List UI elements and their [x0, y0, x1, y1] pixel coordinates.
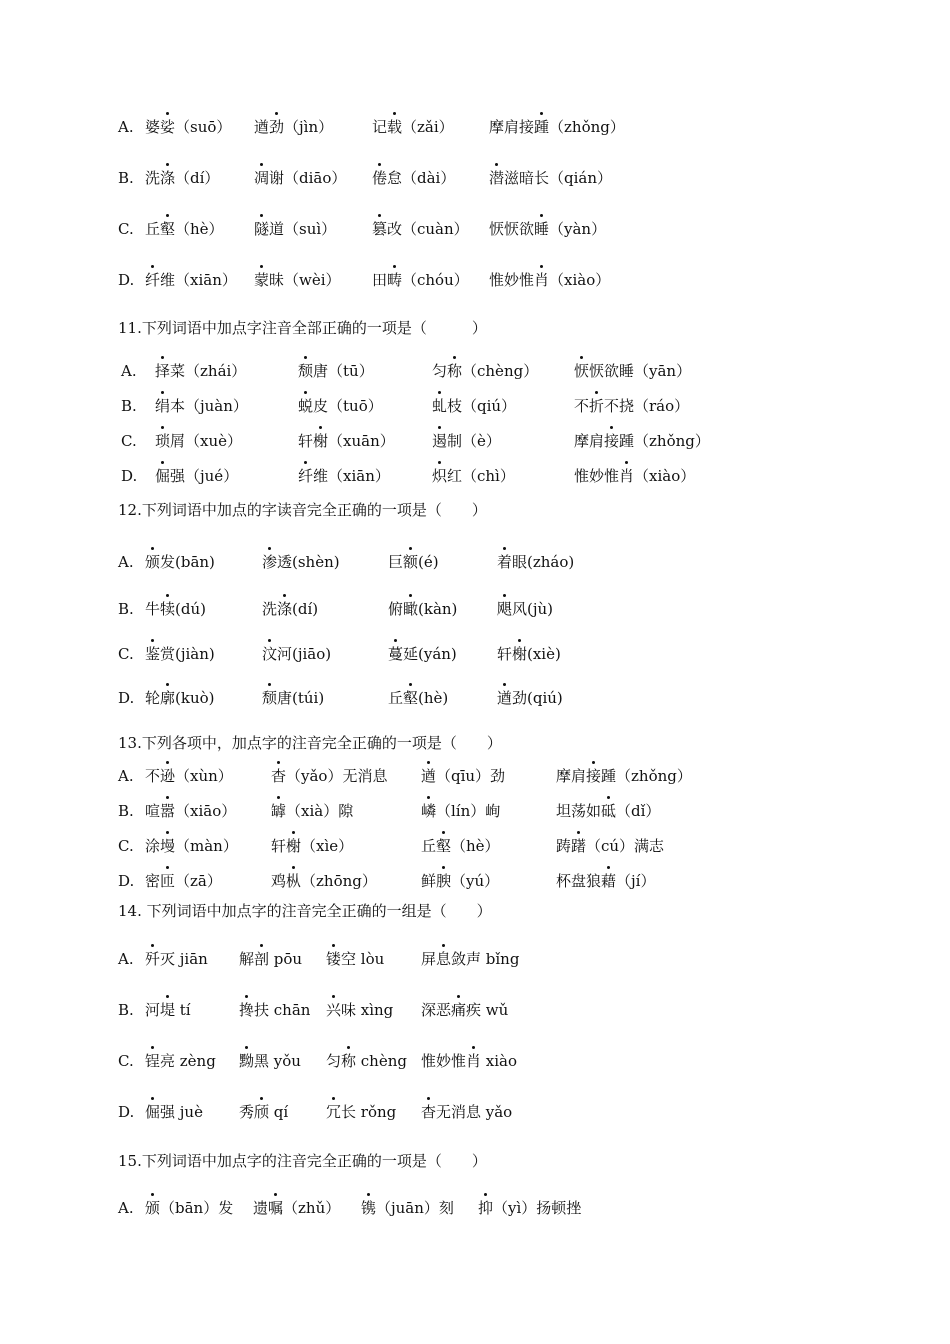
emphasis-dot [438, 391, 441, 394]
emphasis-dot [442, 866, 445, 869]
option-item: 丘壑(hè) [388, 689, 449, 707]
emphasis-dot [151, 1046, 154, 1049]
emphasis-dot [151, 944, 154, 947]
option-item: 密匝（zā） [145, 872, 222, 890]
option-item: 深恶痛疾 wǔ [421, 1001, 509, 1019]
option-item: 炽红（chì） [432, 467, 515, 485]
option-label: B. [118, 169, 134, 187]
emphasis-dot [245, 995, 248, 998]
option-item: 轩榭（xuān） [298, 432, 395, 450]
option-item: 黝黑 yǒu [239, 1052, 301, 1070]
emphasis-dot [260, 163, 263, 166]
question-title: 14. 下列词语中加点字的注音完全正确的一组是（ ） [118, 902, 492, 920]
option-item: 着眼(zháo) [497, 553, 575, 571]
emphasis-dot [607, 796, 610, 799]
option-item: 恹恹欲睡（yān） [574, 362, 692, 380]
emphasis-dot [260, 1097, 263, 1100]
emphasis-dot [151, 639, 154, 642]
emphasis-dot [268, 639, 271, 642]
option-item: 涂墁（màn） [145, 837, 238, 855]
option-item: 蒙昧（wèi） [254, 271, 341, 289]
option-item: 琐屑（xuè） [155, 432, 242, 450]
emphasis-dot [503, 594, 506, 597]
option-item: 潜滋暗长（qián） [489, 169, 613, 187]
emphasis-dot [166, 866, 169, 869]
emphasis-dot [161, 356, 164, 359]
option-item: 轩榭（xìe） [271, 837, 354, 855]
option-item: 鸡枞（zhōng） [271, 872, 377, 890]
option-item: 记载（zǎi） [372, 118, 454, 136]
emphasis-dot [495, 163, 498, 166]
option-label: C. [118, 645, 134, 663]
option-item: 洗涤(dí) [262, 600, 319, 618]
option-label: A. [118, 553, 134, 571]
option-item: 屏息敛声 bǐng [421, 950, 520, 968]
emphasis-dot [540, 112, 543, 115]
option-item: 倔强（jué） [155, 467, 239, 485]
emphasis-dot [453, 356, 456, 359]
option-item: 嶙（lín）峋 [421, 802, 501, 820]
emphasis-dot [277, 761, 280, 764]
emphasis-dot [161, 461, 164, 464]
option-label: D. [118, 1103, 135, 1121]
emphasis-dot [292, 831, 295, 834]
emphasis-dot [409, 547, 412, 550]
emphasis-dot [304, 461, 307, 464]
option-item: 鲜腴（yú） [421, 872, 500, 890]
option-item: 搀扶 chān [239, 1001, 311, 1019]
option-label: C. [121, 432, 137, 450]
emphasis-dot [161, 391, 164, 394]
emphasis-dot [367, 1193, 370, 1196]
option-item: 遗嘱（zhǔ） [253, 1199, 341, 1217]
option-item: 倦怠（dài） [372, 169, 456, 187]
emphasis-dot [580, 356, 583, 359]
emphasis-dot [409, 594, 412, 597]
emphasis-dot [393, 265, 396, 268]
emphasis-dot [595, 391, 598, 394]
emphasis-dot [457, 995, 460, 998]
option-item: 颓唐（tū） [298, 362, 374, 380]
option-item: 颁（bān）发 [145, 1199, 234, 1217]
emphasis-dot [347, 1046, 350, 1049]
option-item: 绢本（juàn） [155, 397, 248, 415]
emphasis-dot [151, 265, 154, 268]
option-label: A. [118, 767, 134, 785]
option-item: 择菜（zhái） [155, 362, 247, 380]
option-label: A. [118, 118, 134, 136]
option-item: 杳（yǎo）无消息 [271, 767, 388, 785]
option-item: 兴味 xìng [326, 1001, 394, 1019]
emphasis-dot [592, 761, 595, 764]
emphasis-dot [484, 1193, 487, 1196]
option-item: 摩肩接踵（zhǒng） [556, 767, 692, 785]
emphasis-dot [166, 831, 169, 834]
emphasis-dot [540, 214, 543, 217]
emphasis-dot [166, 112, 169, 115]
emphasis-dot [260, 944, 263, 947]
option-item: 歼灭 jiān [145, 950, 208, 968]
emphasis-dot [151, 1193, 154, 1196]
emphasis-dot [438, 461, 441, 464]
option-item: 婆娑（suō） [145, 118, 232, 136]
emphasis-dot [394, 639, 397, 642]
emphasis-dot [319, 426, 322, 429]
option-item: 颁发(bān) [145, 553, 215, 571]
option-item: 镂空 lòu [326, 950, 385, 968]
question-title: 15.下列词语中加点字的注音完全正确的一项是（ ） [118, 1152, 487, 1170]
option-item: 田畴（chóu） [372, 271, 469, 289]
emphasis-dot [625, 461, 628, 464]
option-item: 巨额(é) [388, 553, 439, 571]
option-label: C. [118, 1052, 134, 1070]
option-item: 锃亮 zèng [145, 1052, 216, 1070]
option-item: 踌躇（cú）满志 [556, 837, 665, 855]
option-label: A. [118, 1199, 134, 1217]
option-item: 丘壑（hè） [421, 837, 500, 855]
question-title: 11.下列词语中加点字注音全部正确的一项是（ ） [118, 319, 487, 337]
option-label: D. [118, 689, 135, 707]
option-item: 飓风(jù) [497, 600, 554, 618]
option-item: 丘壑（hè） [145, 220, 224, 238]
emphasis-dot [577, 831, 580, 834]
option-item: 倔强 juè [145, 1103, 203, 1121]
emphasis-dot [166, 796, 169, 799]
option-label: C. [118, 220, 134, 238]
option-label: D. [118, 271, 135, 289]
option-item: 遏制（è） [432, 432, 501, 450]
option-item: 恹恹欲睡（yàn） [489, 220, 607, 238]
emphasis-dot [166, 995, 169, 998]
emphasis-dot [275, 112, 278, 115]
emphasis-dot [427, 761, 430, 764]
emphasis-dot [427, 1097, 430, 1100]
emphasis-dot [166, 163, 169, 166]
option-label: D. [118, 872, 135, 890]
option-label: C. [118, 837, 134, 855]
option-item: 纤维（xiān） [298, 467, 390, 485]
emphasis-dot [166, 683, 169, 686]
emphasis-dot [151, 547, 154, 550]
emphasis-dot [442, 831, 445, 834]
emphasis-dot [151, 1097, 154, 1100]
emphasis-dot [260, 214, 263, 217]
option-item: 抑（yì）扬顿挫 [478, 1199, 582, 1217]
emphasis-dot [161, 426, 164, 429]
option-item: 蔓延(yán) [388, 645, 457, 663]
option-item: 匀称（chèng） [432, 362, 539, 380]
emphasis-dot [245, 1046, 248, 1049]
emphasis-dot [518, 639, 521, 642]
option-item: 冗长 rǒng [326, 1103, 397, 1121]
option-item: 俯瞰(kàn) [388, 600, 458, 618]
emphasis-dot [292, 866, 295, 869]
option-item: 遒劲（jìn） [254, 118, 334, 136]
option-item: 惟妙惟肖（xiào） [574, 467, 696, 485]
option-item: 颓唐(túi) [262, 689, 325, 707]
emphasis-dot [610, 426, 613, 429]
option-item: 不逊（xùn） [145, 767, 233, 785]
option-item: 杳无消息 yǎo [421, 1103, 513, 1121]
option-label: D. [121, 467, 138, 485]
emphasis-dot [378, 214, 381, 217]
option-item: 牛犊(dú) [145, 600, 206, 618]
option-item: 摩肩接踵（zhǒng） [489, 118, 625, 136]
question-title: 12.下列词语中加点的字读音完全正确的一项是（ ） [118, 501, 487, 519]
emphasis-dot [540, 265, 543, 268]
option-item: 匀称 chèng [326, 1052, 407, 1070]
option-item: 遒劲(qiú) [497, 689, 563, 707]
option-item: 汶河(jiāo) [262, 645, 332, 663]
option-item: 摩肩接踵（zhǒng） [574, 432, 710, 450]
option-label: B. [121, 397, 137, 415]
option-item: 镌（juān）刻 [361, 1199, 454, 1217]
option-label: A. [118, 950, 134, 968]
option-item: 喧嚣（xiāo） [145, 802, 237, 820]
emphasis-dot [607, 866, 610, 869]
option-item: 罅（xià）隙 [271, 802, 354, 820]
option-item: 解剖 pōu [239, 950, 303, 968]
option-item: 虬枝（qiú） [432, 397, 517, 415]
emphasis-dot [378, 163, 381, 166]
emphasis-dot [268, 683, 271, 686]
emphasis-dot [332, 1097, 335, 1100]
emphasis-dot [268, 547, 271, 550]
emphasis-dot [427, 796, 430, 799]
emphasis-dot [166, 594, 169, 597]
option-item: 纤维（xiān） [145, 271, 237, 289]
option-label: B. [118, 600, 134, 618]
emphasis-dot [393, 112, 396, 115]
emphasis-dot [260, 265, 263, 268]
emphasis-dot [442, 944, 445, 947]
option-item: 河堤 tí [145, 1001, 191, 1019]
option-item: 杯盘狼藉（jí） [556, 872, 656, 890]
option-label: A. [121, 362, 137, 380]
emphasis-dot [304, 356, 307, 359]
emphasis-dot [283, 594, 286, 597]
option-item: 轩榭(xiè) [497, 645, 561, 663]
option-item: 蜕皮（tuō） [298, 397, 383, 415]
option-item: 惟妙惟肖（xiào） [489, 271, 611, 289]
option-item: 隧道（suì） [254, 220, 337, 238]
emphasis-dot [472, 1046, 475, 1049]
emphasis-dot [166, 761, 169, 764]
emphasis-dot [277, 796, 280, 799]
emphasis-dot [166, 214, 169, 217]
question-title: 13.下列各项中，加点字的注音完全正确的一项是（ ） [118, 734, 502, 752]
option-item: 洗涤（dí） [145, 169, 220, 187]
emphasis-dot [409, 683, 412, 686]
option-item: 秀颀 qí [239, 1103, 289, 1121]
option-item: 凋谢（diāo） [254, 169, 347, 187]
option-item: 渗透(shèn) [262, 553, 340, 571]
option-label: B. [118, 1001, 134, 1019]
option-item: 篡改（cuàn） [372, 220, 469, 238]
emphasis-dot [503, 547, 506, 550]
option-item: 遒（qīu）劲 [421, 767, 506, 785]
option-item: 轮廓(kuò) [145, 689, 215, 707]
emphasis-dot [438, 426, 441, 429]
option-label: B. [118, 802, 134, 820]
emphasis-dot [332, 995, 335, 998]
option-item: 惟妙惟肖 xiào [421, 1052, 517, 1070]
emphasis-dot [332, 944, 335, 947]
emphasis-dot [274, 1193, 277, 1196]
option-item: 鉴赏(jiàn) [145, 645, 215, 663]
option-item: 坦荡如砥（dǐ） [556, 802, 661, 820]
option-item: 不折不挠（ráo） [574, 397, 690, 415]
emphasis-dot [304, 391, 307, 394]
emphasis-dot [503, 683, 506, 686]
